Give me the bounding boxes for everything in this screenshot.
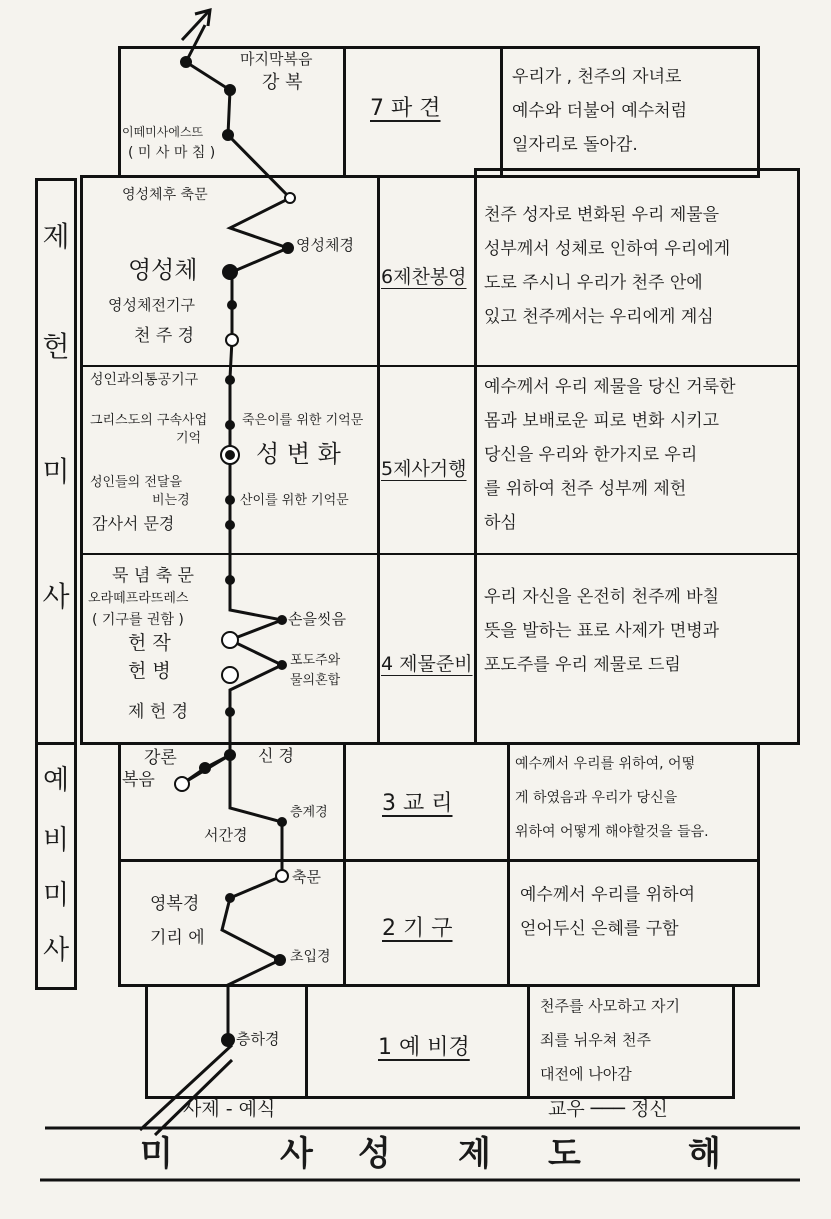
s4-desc: 우리 자신을 온전히 천주께 바칠 뜻을 발하는 표로 사제가 면병과 포도주를 우리 제물로 드림 [484, 587, 720, 675]
step-pater: 천 주 경 [134, 326, 195, 346]
step-dead: 죽은이를 위한 기억문 [242, 413, 364, 428]
s1-desc: 천주를 사모하고 자기 죄를 뉘우쳐 천주 대전에 나아감 [540, 997, 680, 1083]
step-introit: 초입경 [290, 949, 331, 965]
step-offering-2: 헌 병 [128, 660, 171, 682]
s4-label: 4 제물준비 [381, 653, 473, 675]
step-creed: 신 경 [258, 746, 294, 765]
side-label-pre-mass: 예 비 미 사 [42, 765, 70, 966]
step-gospel: 복음 [122, 770, 155, 790]
step-blessing: 강 복 [262, 72, 303, 93]
step-collect: 축문 [292, 868, 321, 886]
side-label-offertory-mass: 제 헌 미 사 [42, 220, 70, 613]
step-orate-2: ( 기구를 권함 ) [92, 612, 184, 628]
step-last-gospel: 마지막복음 [240, 50, 313, 68]
caption-priest: 사제 - 예식 [183, 1098, 276, 1120]
step-communion: 영성체 [128, 256, 198, 284]
step-secret: 묵 념 축 문 [112, 566, 194, 586]
step-mixing: 포도주와 [290, 653, 341, 668]
step-memorial: 그리스도의 구속사업 [90, 413, 208, 428]
s7-label: 7 파 견 [370, 96, 441, 121]
step-washing: 손을씻음 [288, 610, 346, 628]
step-offertory: 제 헌 경 [128, 702, 189, 722]
step-epistle: 서간경 [204, 826, 248, 844]
divider-6-5 [80, 365, 800, 367]
step-sermon: 강론 [144, 748, 177, 768]
step-pre-communion: 영성체전기구 [108, 296, 195, 314]
s1-label: 1 예 비경 [378, 1035, 470, 1060]
step-memorial-2: 기억 [176, 431, 202, 446]
step-consecration: 성 변 화 [256, 440, 341, 468]
main-title: 미 사 성 제 도 해 [140, 1134, 721, 1174]
s2-desc: 예수께서 우리를 위하여 얻어두신 은혜를 구함 [520, 885, 696, 939]
step-intercession-2: 비는경 [152, 493, 190, 508]
s7-desc: 우리가 , 천주의 자녀로 예수와 더불어 예수처럼 일자리로 돌아감. [512, 67, 688, 155]
s6-label: 6제찬봉영 [381, 266, 467, 288]
step-post-communion: 영성체후 축문 [122, 187, 208, 203]
s3-label: 3 교 리 [382, 791, 453, 816]
step-intercession: 성인들의 전달을 [90, 475, 183, 490]
step-living: 산이를 위한 기억문 [240, 493, 349, 508]
s1-path-box [145, 984, 308, 1099]
s5-desc: 예수께서 우리 제물을 당신 거룩한 몸과 보배로운 피로 변화 시키고 당신을 우리와 한가지로 우리 를 위하여 천주 성부께 제헌 하심 [484, 377, 736, 533]
step-kyrie: 기리 에 [150, 928, 205, 948]
s6-desc: 천주 성자로 변화된 우리 제물을 성부께서 성체로 인하여 우리에게 도로 주시니 우리가 천주 안에 있고 천주께서는 우리에게 계심 [484, 205, 731, 327]
step-gloria: 영복경 [150, 894, 200, 914]
divider-5-4 [80, 553, 800, 555]
step-gradual: 층계경 [290, 805, 328, 820]
s2-label: 2 기 구 [382, 916, 453, 941]
step-preface: 감사서 문경 [92, 514, 175, 533]
step-communion-verse: 영성체경 [296, 236, 354, 254]
step-offering: 헌 작 [128, 632, 171, 654]
step-orate: 오라떼프라뜨레스 [88, 591, 189, 606]
step-mass-end: ( 미 사 마 침 ) [128, 145, 216, 161]
step-saints: 성인과의통공기구 [90, 372, 199, 388]
s5-label: 5제사거행 [381, 458, 467, 480]
step-ite-missa: 이떼미사에스뜨 [122, 125, 204, 139]
step-prayers-foot: 층하경 [236, 1030, 280, 1048]
s3-desc: 예수께서 우리를 위하여, 어떻 게 하였음과 우리가 당신을 위하여 어떻게 해야할것을 들음. [515, 756, 709, 840]
step-mixing-2: 물의혼합 [290, 673, 341, 688]
caption-faithful: 교우 ─── 정신 [548, 1098, 668, 1120]
